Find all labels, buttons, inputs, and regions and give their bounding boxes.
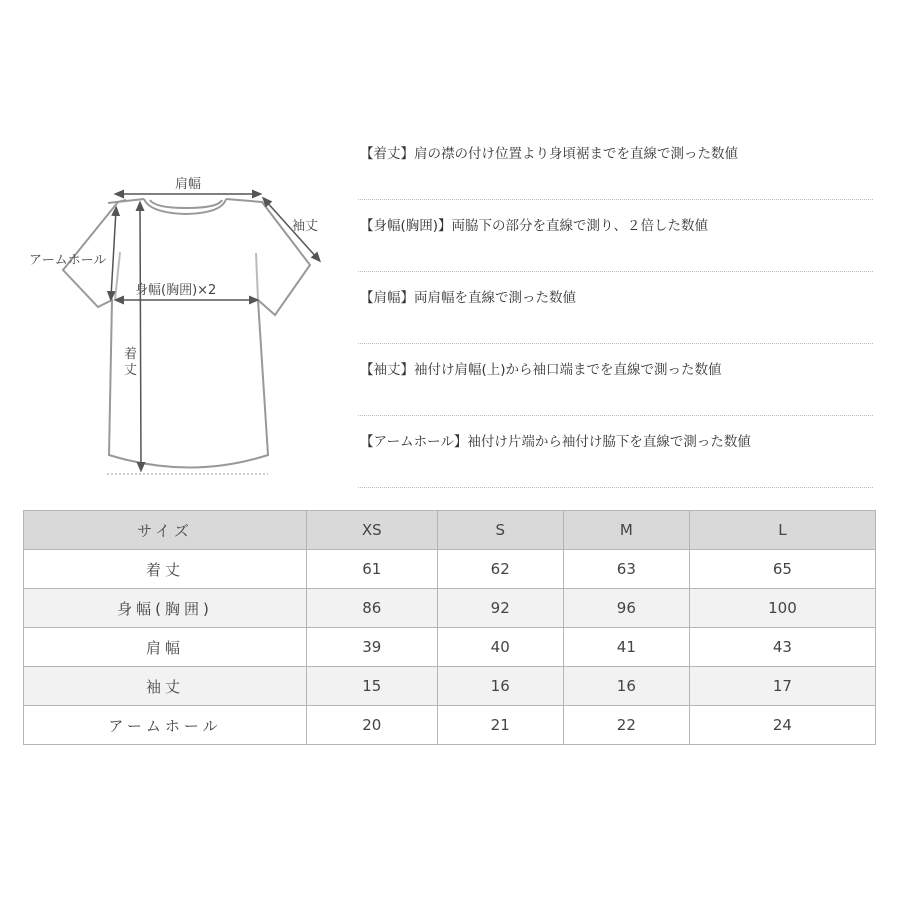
cell: 39 [307,628,438,667]
cell: 17 [689,667,875,706]
cell: 62 [437,550,563,589]
cell: 41 [563,628,689,667]
length-label-2: 丈 [124,363,138,378]
size-table [23,510,876,745]
cell: 16 [563,667,689,706]
table-row [24,628,876,667]
row-label: 肩幅 [24,628,307,667]
length-arrow [140,205,141,468]
header-cell: M [563,511,689,550]
cell: 24 [689,706,875,745]
table-header-row [24,511,876,550]
cell: 100 [689,589,875,628]
table-row [24,550,876,589]
cell: 22 [563,706,689,745]
description-item: 【身幅(胸囲)】両脇下の部分を直線で測り、２倍した数値 [358,200,873,272]
cell: 40 [437,628,563,667]
header-cell: サイズ [24,511,307,550]
cell: 63 [563,550,689,589]
shoulder-label: 肩幅 [174,177,202,192]
cell: 86 [307,589,438,628]
row-label: 身幅(胸囲) [24,589,307,628]
cell: 20 [307,706,438,745]
cell: 61 [307,550,438,589]
description-item: 【着丈】肩の襟の付け位置より身頃裾までを直線で測った数値 [358,128,873,200]
description-item: 【アームホール】袖付け片端から袖付け脇下を直線で測った数値 [358,416,873,488]
armhole-label: アームホール [29,253,107,268]
cell: 16 [437,667,563,706]
header-cell: XS [307,511,438,550]
length-label-1: 着 [124,347,138,362]
table-row [24,706,876,745]
row-label: 着丈 [24,550,307,589]
cell: 92 [437,589,563,628]
armhole-arrow [111,210,116,297]
row-label: 袖丈 [24,667,307,706]
header-cell: S [437,511,563,550]
table-row [24,589,876,628]
cell: 96 [563,589,689,628]
cell: 15 [307,667,438,706]
sleeve-label: 袖丈 [292,219,319,234]
header-cell: L [689,511,875,550]
cell: 21 [437,706,563,745]
cell: 43 [689,628,875,667]
description-item: 【袖丈】袖付け肩幅(上)から袖口端までを直線で測った数値 [358,344,873,416]
cell: 65 [689,550,875,589]
tshirt-outline [63,199,310,468]
tshirt-measurement-diagram [0,0,360,500]
table-row [24,667,876,706]
description-item: 【肩幅】両肩幅を直線で測った数値 [358,272,873,344]
row-label: アームホール [24,706,307,745]
chest-label: 身幅(胸囲)×2 [135,283,217,298]
